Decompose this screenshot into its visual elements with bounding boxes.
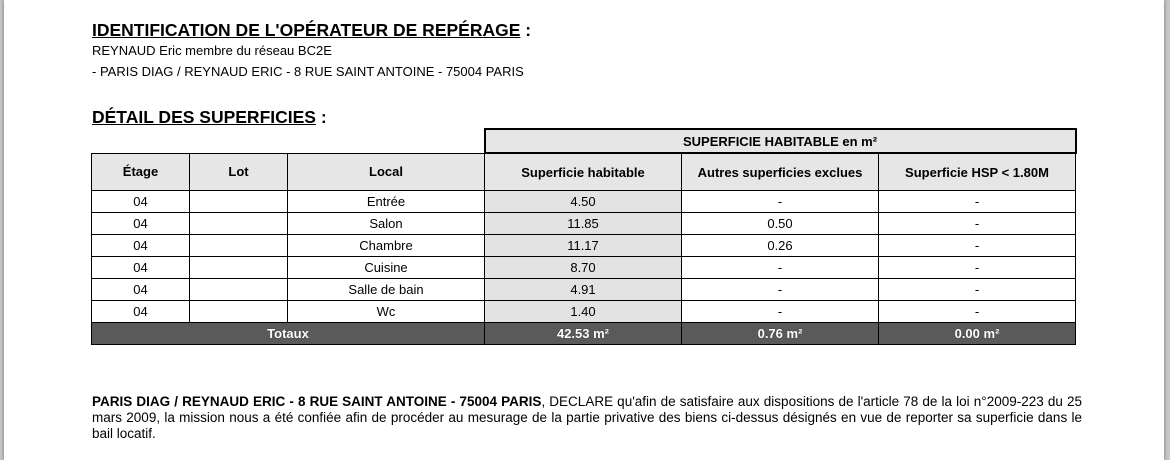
cell-local: Cuisine — [288, 257, 485, 279]
cell-autres: - — [682, 279, 879, 301]
col-header-etage: Étage — [92, 153, 190, 191]
cell-habitable: 11.17 — [485, 235, 682, 257]
group-header-row — [92, 129, 1076, 153]
table-row — [92, 279, 1076, 301]
declaration-company: PARIS DIAG / REYNAUD ERIC - 8 RUE SAINT ANTOINE - 75004 PARIS — [92, 394, 542, 409]
cell-etage: 04 — [92, 279, 190, 301]
cell-hsp: - — [879, 301, 1076, 323]
cell-local: Wc — [288, 301, 485, 323]
group-header: SUPERFICIE HABITABLE en m² — [485, 129, 1076, 153]
table-row — [92, 301, 1076, 323]
cell-hsp: - — [879, 191, 1076, 213]
cell-habitable: 8.70 — [485, 257, 682, 279]
cell-autres: - — [682, 257, 879, 279]
details-heading: DÉTAIL DES SUPERFICIES : — [92, 107, 327, 127]
operator-name: REYNAUD Eric membre du réseau BC2E — [92, 43, 332, 58]
cell-local: Salon — [288, 213, 485, 235]
superficie-table — [91, 128, 1077, 345]
cell-etage: 04 — [92, 235, 190, 257]
document-page — [4, 0, 1164, 460]
cell-etage: 04 — [92, 213, 190, 235]
totals-label: Totaux — [92, 323, 485, 345]
total-autres: 0.76 m² — [682, 323, 879, 345]
cell-etage: 04 — [92, 191, 190, 213]
table-row — [92, 235, 1076, 257]
operator-address: - PARIS DIAG / REYNAUD ERIC - 8 RUE SAINT ANTOINE - 75004 PARIS — [92, 64, 524, 79]
cell-etage: 04 — [92, 257, 190, 279]
cell-etage: 04 — [92, 301, 190, 323]
cell-autres: 0.26 — [682, 235, 879, 257]
col-header-lot: Lot — [190, 153, 288, 191]
cell-local: Salle de bain — [288, 279, 485, 301]
col-header-habitable: Superficie habitable — [485, 153, 682, 191]
cell-habitable: 1.40 — [485, 301, 682, 323]
cell-hsp: - — [879, 279, 1076, 301]
cell-hsp: - — [879, 257, 1076, 279]
col-header-autres: Autres superficies exclues — [682, 153, 879, 191]
table-row — [92, 213, 1076, 235]
cell-habitable: 4.50 — [485, 191, 682, 213]
cell-lot — [190, 235, 288, 257]
table-row — [92, 191, 1076, 213]
cell-local: Entrée — [288, 191, 485, 213]
cell-habitable: 4.91 — [485, 279, 682, 301]
cell-autres: 0.50 — [682, 213, 879, 235]
totals-row — [92, 323, 1076, 345]
column-header-row — [92, 153, 1076, 191]
declaration-paragraph — [92, 394, 1082, 442]
cell-local: Chambre — [288, 235, 485, 257]
cell-lot — [190, 213, 288, 235]
col-header-local: Local — [288, 153, 485, 191]
cell-lot — [190, 301, 288, 323]
total-hsp: 0.00 m² — [879, 323, 1076, 345]
total-habitable: 42.53 m² — [485, 323, 682, 345]
cell-lot — [190, 191, 288, 213]
table-row — [92, 257, 1076, 279]
cell-autres: - — [682, 191, 879, 213]
cell-lot — [190, 279, 288, 301]
cell-hsp: - — [879, 235, 1076, 257]
cell-lot — [190, 257, 288, 279]
declaration-text: , DECLARE qu'afin de satisfaire aux dispositions de l'article 78 de la loi n°2009-223 du 25 mars 2009, la mission nous a été confiée afin de procéder au mesurage de la partie privative des biens ci-dessus désignés en vue de reporter sa superficie dans le bail locatif. — [92, 394, 1083, 441]
cell-habitable: 11.85 — [485, 213, 682, 235]
col-header-hsp: Superficie HSP < 1.80M — [879, 153, 1076, 191]
cell-autres: - — [682, 301, 879, 323]
operator-heading: IDENTIFICATION DE L'OPÉRATEUR DE REPÉRAGE : — [92, 20, 532, 40]
cell-hsp: - — [879, 213, 1076, 235]
